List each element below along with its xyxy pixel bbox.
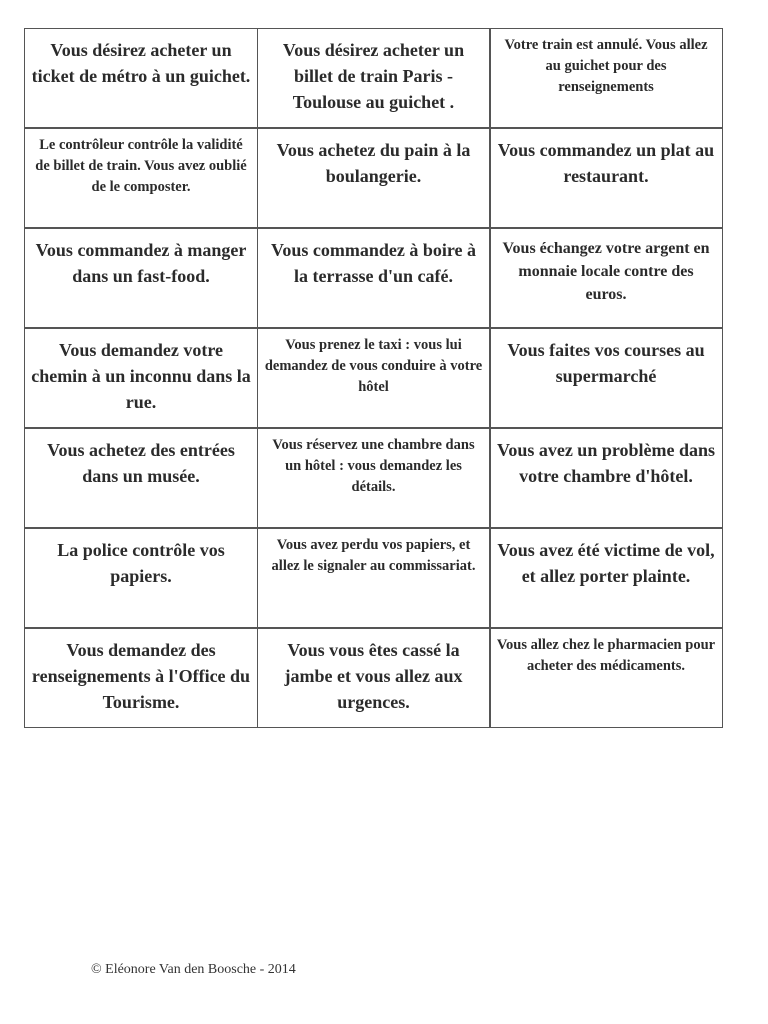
card-row [24,328,726,428]
card-row [24,528,726,628]
card-restaurant: Vous commandez un plat au restaurant. [489,128,723,228]
card-tourist-office: Vous demandez des renseignements à l'Office du Tourisme. [24,628,258,728]
card-row [24,28,726,128]
card-pharmacy: Vous allez chez le pharmacien pour acheter des médicaments. [489,628,723,728]
card-museum: Vous achetez des entrées dans un musée. [24,428,258,528]
card-police-check: La police contrôle vos papiers. [24,528,258,628]
card-bakery: Vous achetez du pain à la boulangerie. [257,128,491,228]
card-hotel-problem: Vous avez un problème dans votre chambre d'hôtel. [489,428,723,528]
card-currency-exchange: Vous échangez votre argent en monnaie locale contre des euros. [489,228,723,328]
card-row [24,428,726,528]
card-ticket-inspector: Le contrôleur contrôle la validité de billet de train. Vous avez oublié de le composter. [24,128,258,228]
card-hotel-booking: Vous réservez une chambre dans un hôtel : vous demandez les détails. [257,428,491,528]
card-row [24,628,726,728]
card-cafe-terrace: Vous commandez à boire à la terrasse d'un café. [257,228,491,328]
card-ask-directions: Vous demandez votre chemin à un inconnu dans la rue. [24,328,258,428]
card-row [24,228,726,328]
role-play-card-grid [24,28,726,728]
copyright-footer: © Eléonore Van den Boosche - 2014 [91,962,296,977]
card-emergency: Vous vous êtes cassé la jambe et vous allez aux urgences. [257,628,491,728]
card-theft: Vous avez été victime de vol, et allez porter plainte. [489,528,723,628]
card-row [24,128,726,228]
card-train-ticket: Vous désirez acheter un billet de train Paris - Toulouse au guichet . [257,28,491,128]
card-metro-ticket: Vous désirez acheter un ticket de métro à un guichet. [24,28,258,128]
card-taxi: Vous prenez le taxi : vous lui demandez de vous conduire à votre hôtel [257,328,491,428]
card-supermarket: Vous faites vos courses au supermarché [489,328,723,428]
card-train-cancelled: Votre train est annulé. Vous allez au guichet pour des renseignements [489,28,723,128]
card-fast-food: Vous commandez à manger dans un fast-food. [24,228,258,328]
card-lost-papers: Vous avez perdu vos papiers, et allez le signaler au commissariat. [257,528,491,628]
